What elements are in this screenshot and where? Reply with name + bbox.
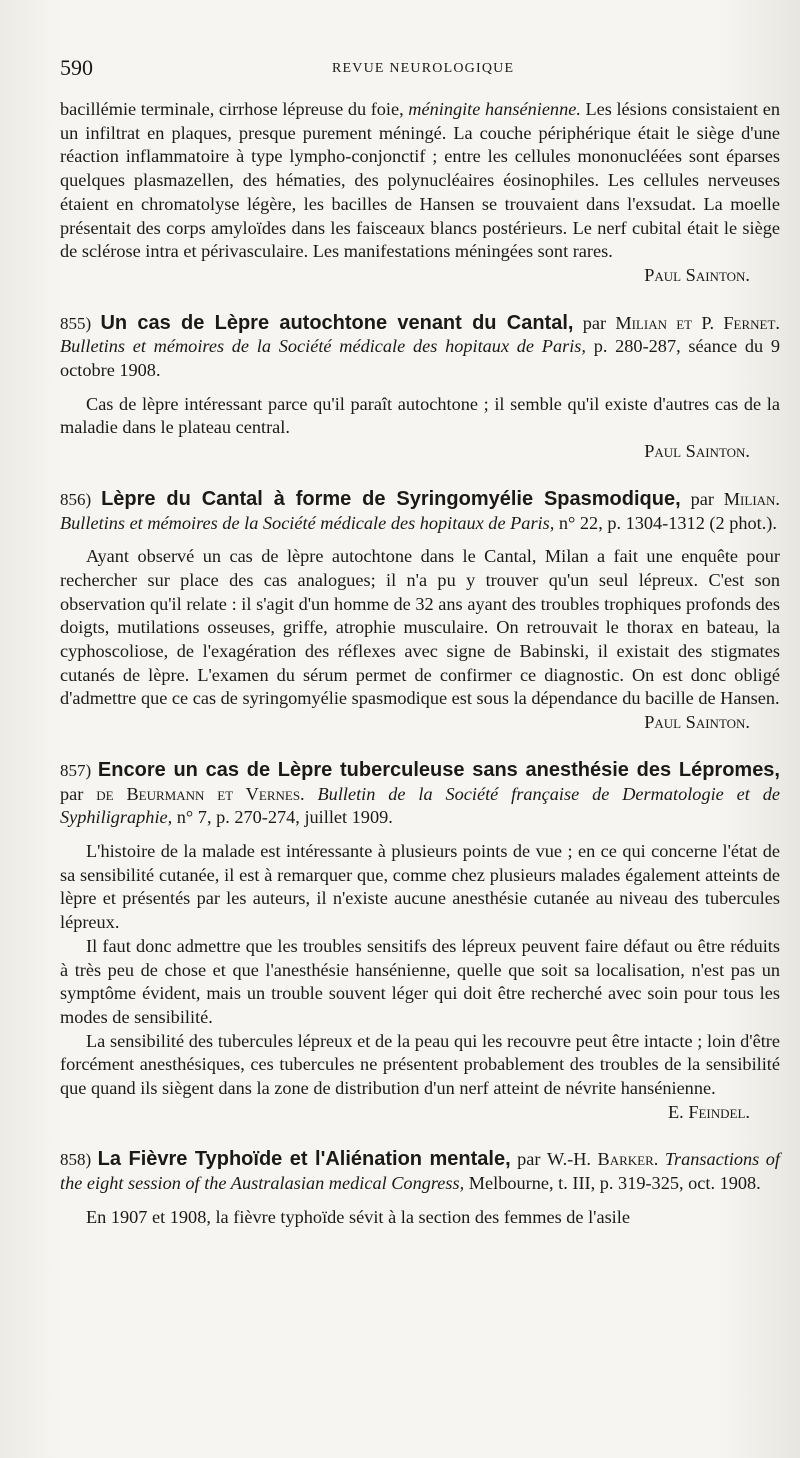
- carryover-text-a: bacillémie terminale, cirrhose lépreuse du foie,: [60, 99, 409, 119]
- entry-authors: Milian et P. Fernet.: [615, 312, 781, 333]
- page-header: [60, 55, 760, 85]
- entry-signature: Paul Sainton.: [644, 441, 750, 462]
- entry-number: 855): [60, 313, 92, 333]
- carryover-emphasis: méningite hansénienne.: [408, 99, 581, 119]
- entry-paragraph: Ayant observé un cas de lèpre autochtone dans le Cantal, Milan a fait une enquête pour rechercher sur place des cas analogues; il n'a pu y trouver qu'un seul lépreux. C'est son observation qu'il relate : il s'agit d'un homme de 32 ans ayant des troubles trophiques profonds des doigts, mutilations osseuses, griffe, atrophie musculaire. On retrouvait le thorax en bateau, la cyphoscoliose, de l'exagération des réflexes avec signe de Babinski, il existait des stigmates cutanés de lèpre. L'examen du sérum permet de confirmer ce diagnostic. On est donc obligé d'admettre que ce cas de syringomyélie spasmodique est sous la dépendance du bacille de Hansen.: [60, 546, 780, 709]
- entry-details: n° 7, p. 270-274, juillet 1909.: [172, 807, 393, 828]
- entry-source: Bulletin de la Société française de Dermatologie et de Syphiligraphie,: [60, 783, 780, 828]
- carryover-paragraph: [60, 98, 780, 264]
- entry-paragraph: L'histoire de la malade est intéressante à plusieurs points de vue ; en ce qui concerne l'état de sa sensibilité cutanée, il est à remarquer que, comme chez plusieurs malades également atteints de lèpre et présentés par les auteurs, il n'existe aucune anesthésie cutanée au niveau des tubercules lépreux.: [60, 840, 780, 933]
- entry-heading: [60, 1148, 780, 1195]
- abstract-entry-858: [60, 1148, 780, 1229]
- abstract-entry-857: [60, 759, 780, 1125]
- entry-signature: E. Feindel.: [668, 1101, 750, 1122]
- page-body: [60, 98, 780, 1230]
- running-head: REVUE NEUROLOGIQUE: [332, 61, 515, 76]
- entry-authors: Milian.: [723, 488, 780, 509]
- entry-paragraph: Cas de lèpre intéressant parce qu'il paraît autochtone ; il semble qu'il existe d'autres cas de la maladie dans le plateau central.: [60, 393, 780, 438]
- carryover-text-b: Les lésions consistaient en un infiltrat en plaques, presque purement méningé. La couche périphérique était le siège d'une réaction inflammatoire à type lympho-conjonctif ; entre les cellules mononucléées sont éparses quelques plasmazellen, des hématies, des polynucléaires éosinophiles. Les cellules nerveuses étaient en chromatolyse légère, les bacilles de Hansen se trouvaient dans l'exsudat. La moelle présentait des corps amyloïdes dans les faisceaux blancs postérieurs. Le nerf cubital était le siège de sclérose intra et périvasculaire. Les manifestations méningées sont rares.: [60, 99, 780, 262]
- entry-heading: [60, 312, 780, 383]
- carryover-signature: Paul Sainton.: [644, 264, 750, 285]
- entry-heading: [60, 759, 780, 830]
- abstract-entry-856: [60, 488, 780, 735]
- entry-number: 858): [60, 1150, 92, 1170]
- entry-number: 857): [60, 760, 92, 780]
- entry-paragraph: La sensibilité des tubercules lépreux et de la peau qui les recouvre peut être intacte ; loin d'être forcément anesthésiques, ces tubercules ne présentent probablement des troubles de la sensibilité que quand ils siègent dans la zone de distribution d'un nerf atteint de névrite hansénienne.: [60, 1030, 780, 1099]
- entry-heading: [60, 488, 780, 535]
- entry-source: Bulletins et mémoires de la Société médicale des hopitaux de Paris,: [60, 512, 555, 533]
- abstract-entry-855: [60, 312, 780, 464]
- entry-details: p. 280-287, séance du 9 octobre 1908.: [60, 336, 780, 381]
- entry-title: Un cas de Lèpre autochtone venant du Cantal,: [100, 311, 574, 334]
- entry-title: Lèpre du Cantal à forme de Syringomyélie Spasmodique,: [101, 487, 681, 510]
- entry-authors: W.-H. Barker.: [547, 1149, 659, 1170]
- entry-details: Melbourne, t. III, p. 319-325, oct. 1908.: [464, 1173, 761, 1194]
- page-number: 590: [60, 55, 93, 80]
- entry-details: n° 22, p. 1304-1312 (2 phot.).: [554, 512, 777, 533]
- entry-by: par: [510, 1149, 547, 1170]
- entry-source: Bulletins et mémoires de la Société médicale des hopitaux de Paris,: [60, 336, 586, 357]
- entry-paragraph: Il faut donc admettre que les troubles sensitifs des lépreux peuvent faire défaut ou être réduits à très peu de chose et que l'anesthésie hansénienne, quelle que soit sa localisation, n'est pas un symptôme évident, mais un trouble souvent léger qui doit être recherché avec soin pour tous les modes de sensibilité.: [60, 935, 780, 1027]
- entry-source: Transactions of the eight session of the Australasian medical Congress,: [60, 1149, 781, 1194]
- entry-number: 856): [60, 489, 92, 509]
- entry-by: par: [573, 312, 616, 333]
- entry-title: La Fièvre Typhoïde et l'Aliénation mentale,: [97, 1148, 511, 1171]
- entry-signature: Paul Sainton.: [644, 712, 750, 733]
- entry-by: par: [60, 783, 97, 804]
- entry-by: par: [680, 488, 724, 509]
- entry-title: Encore un cas de Lèpre tuberculeuse sans anesthésie des Lépromes,: [97, 758, 780, 781]
- entry-paragraph: En 1907 et 1908, la fièvre typhoïde sévit à la section des femmes de l'asile: [86, 1206, 630, 1227]
- entry-authors: de Beurmann et Vernes.: [96, 783, 305, 804]
